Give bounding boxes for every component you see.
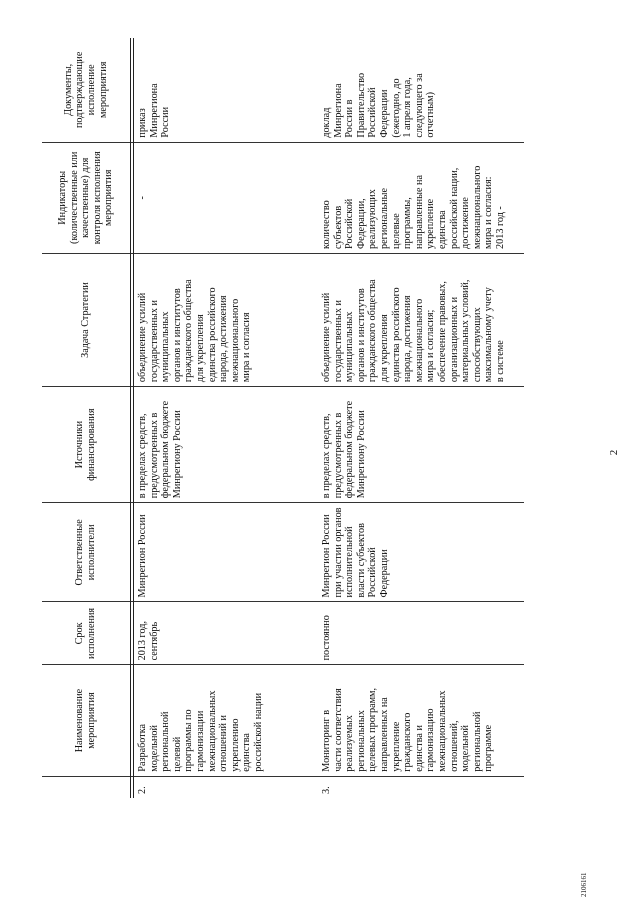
header-term: Срок исполнения: [42, 602, 131, 665]
measure-documents: приказ Минрегиона России: [134, 38, 319, 142]
header-indicators: Индикаторы (количественные или качественные) для контроля исполнения мероприятия: [42, 142, 131, 253]
measure-name: Мониторинг в части соответствия реализуемых региональных целевых программ, направленных на укрепление гражданского единства и гармонизацию межнациональных отношений, модельной региональной программе: [318, 665, 524, 776]
row-number: 3.: [321, 786, 332, 794]
measure-indicators: количество субъектов Российской Федерации, реализующих региональные целевые программы, направленные на укрепление единства российской нации, достижение межнационального мира и согласия: 2013 год -: [318, 142, 524, 253]
header-task: Задача Стратегии: [42, 253, 131, 386]
header-documents: Документы, подтверждающие исполнение мероприятия: [42, 38, 131, 142]
row-number: 2.: [137, 786, 148, 794]
measure-financing: в пределах средств, предусмотренных в федеральном бюджете Минрегиону России: [134, 387, 319, 503]
measure-executors: Минрегион России: [134, 503, 319, 602]
measures-table: [42, 38, 524, 798]
measure-term: 2013 год, сентябрь: [134, 602, 319, 665]
measure-term: постоянно: [318, 602, 524, 665]
page-number: 2: [608, 449, 620, 456]
header-name: Наименование мероприятия: [42, 665, 131, 776]
measure-documents: доклад Минрегиона России в Правительство Российской Федерации (ежегодно, до 1 апреля года, следующего за отчетным): [318, 38, 524, 142]
measure-executors: Минрегион России при участии органов исполнительной власти субъектов Российской Федерации: [318, 503, 524, 602]
measure-name: Разработка модельной региональной целевой программы по гармонизации межнациональных отношений и укреплению единства российской нации: [134, 665, 319, 776]
table-header-row: [42, 38, 131, 798]
document-code: 2106161: [580, 872, 588, 897]
table-row: [318, 38, 524, 798]
measure-financing: в пределах средств, предусмотренных в федеральном бюджете Минрегиону России: [318, 387, 524, 503]
header-executors: Ответственные исполнители: [42, 503, 131, 602]
table-row: [134, 38, 319, 798]
measure-task: объединение усилий государственных и муниципальных органов и институтов гражданского общества для укрепления единства российского народа, достижения межнационального мира и согласия; обеспечение правовых, организационных и материальных условий, способствующих максимальному учету в системе: [318, 253, 524, 386]
measure-task: объединение усилий государственных и муниципальных органов и институтов гражданского общества для укрепления единства российского народа, достижения межнационального мира и согласия: [134, 253, 319, 386]
header-num: [42, 776, 131, 798]
header-financing: Источники финансирования: [42, 387, 131, 503]
measure-indicators: -: [134, 142, 319, 253]
